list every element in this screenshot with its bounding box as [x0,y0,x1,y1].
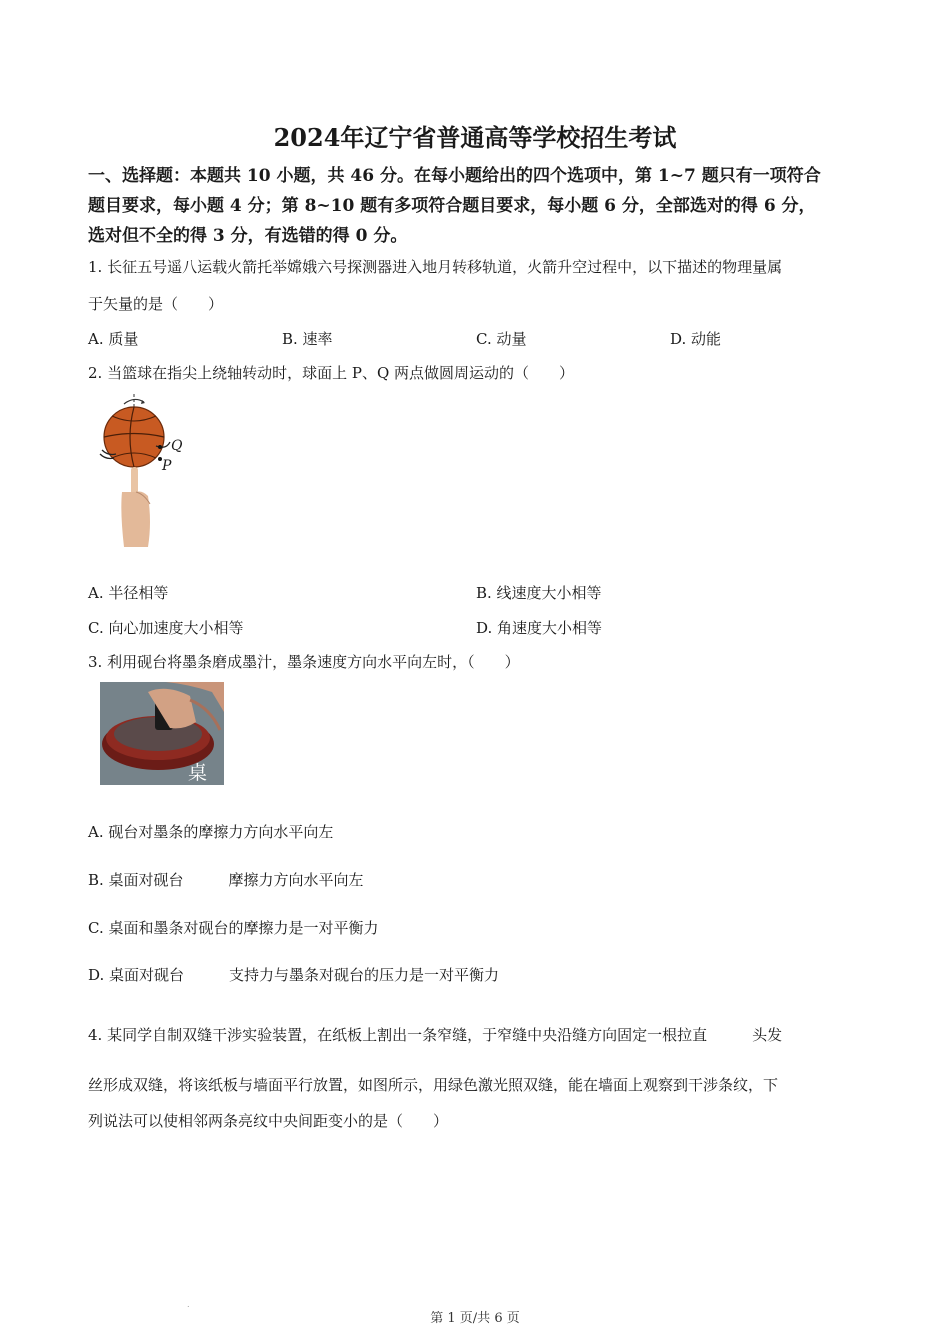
question-1-option-a: A. 质量 [88,330,139,348]
question-3-text: 3. 利用砚台将墨条磨成墨汁，墨条速度方向水平向左时，（ ） [88,653,520,671]
question-4-text-cont2: 列说法可以使相邻两条亮纹中央间距变小的是（ ） [88,1112,449,1130]
question-3-option-a: A. 砚台对墨条的摩擦力方向水平向左 [88,823,334,841]
footer-mark: . [187,1300,190,1309]
question-1-text-cont: 于矢量的是（ ） [88,295,224,313]
question-1-option-b: B. 速率 [282,330,333,348]
question-2-option-c: C. 向心加速度大小相等 [88,619,244,637]
page-title: 2024年辽宁省普通高等学校招生考试 [273,123,677,152]
point-p-label: P [162,458,172,474]
question-2-option-a: A. 半径相等 [88,584,169,602]
question-2-option-d: D. 角速度大小相等 [476,619,603,637]
question-1-option-d: D. 动能 [670,330,722,348]
question-1-option-c: C. 动量 [476,330,527,348]
section-header-line3: 选对但不全的得 3 分，有选错的得 0 分。 [88,226,408,246]
question-2-option-b: B. 线速度大小相等 [476,584,602,602]
inkstone-figure [100,682,224,785]
question-1-text: 1. 长征五号遥八运载火箭托举嫦娥六号探测器进入地月转移轨道，火箭升空过程中，以下描述的物理量属 [88,258,783,276]
basketball-spinning-on-finger-image [96,392,196,550]
question-4-text: 4. 某同学自制双缝干涉实验装置，在纸板上割出一条窄缝，于窄缝中央沿缝方向固定一根拉直 头发 [88,1026,783,1044]
question-4-text-cont: 丝形成双缝，将该纸板与墙面平行放置，如图所示，用绿色激光照双缝，能在墙面上观察到干涉条纹，下 [88,1076,779,1094]
question-3-option-c: C. 桌面和墨条对砚台的摩擦力是一对平衡力 [88,919,379,937]
basketball-figure [96,392,196,550]
question-3-option-b: B. 桌面对砚台 摩擦力方向水平向左 [88,871,364,889]
question-2-text: 2. 当篮球在指尖上绕轴转动时，球面上 P、Q 两点做圆周运动的（ ） [88,364,575,382]
section-header-line2: 题目要求，每小题 4 分；第 8~10 题有多项符合题目要求，每小题 6 分，全部选对的得 6 分， [88,196,816,216]
point-q-label: Q [171,438,183,454]
page-footer: 第 1 页/共 6 页 [430,1311,520,1326]
desk-label: 桌 [188,762,208,784]
question-3-option-d: D. 桌面对砚台 支持力与墨条对砚台的压力是一对平衡力 [88,966,500,984]
section-header-line1: 一、选择题：本题共 10 小题，共 46 分。在每小题给出的四个选项中，第 1~7 题只有一项符合 [88,166,821,186]
